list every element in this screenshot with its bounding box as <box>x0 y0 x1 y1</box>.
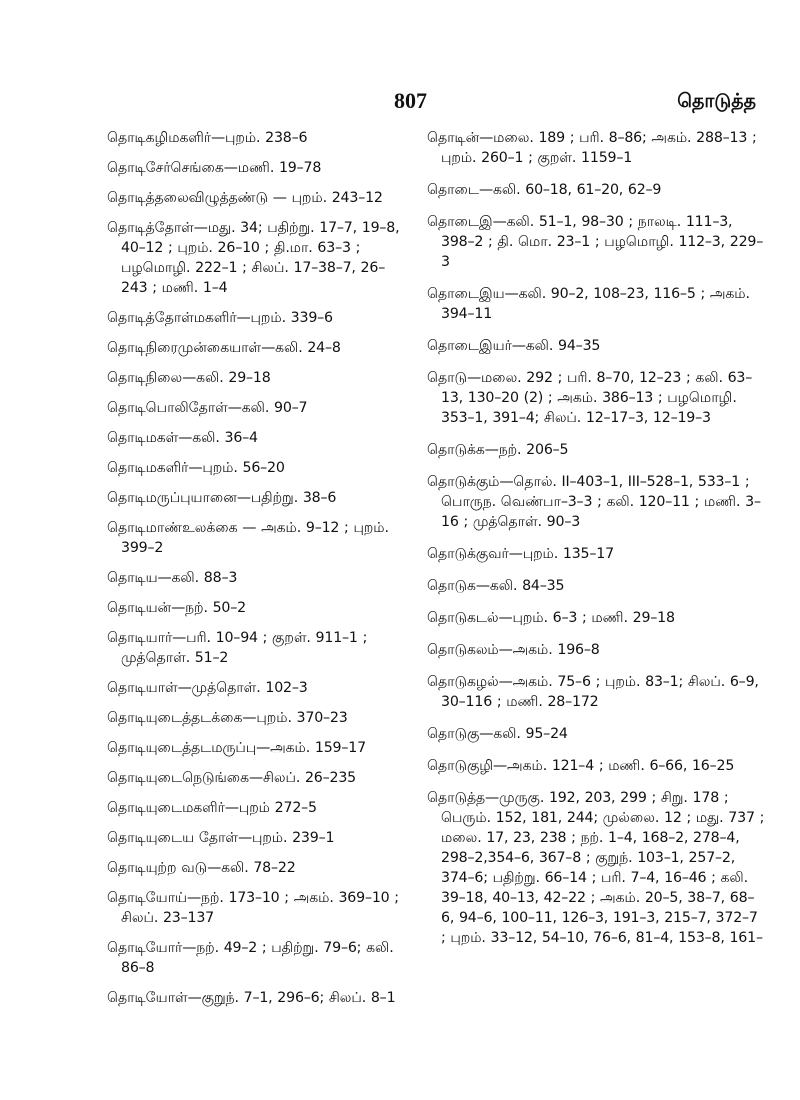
index-entry: தொடிநிரைமுன்கையாள்—கலி. 24–8 <box>107 340 341 356</box>
index-entry: தொடியோள்—குறுந். 7–1, 296–6; சிலப். 8–1 <box>107 990 396 1006</box>
index-entry: தொடிய—கலி. 88–3 <box>107 570 238 586</box>
index-entry: தொடித்தோள்மகளிர்—புறம். 339–6 <box>107 310 333 326</box>
index-entry: தொடுத்த—முருகு. 192, 203, 299 ; சிறு. 178 ; பெரும். 152, 181, 244; முல்லை. 12 ; மது. 737 ; மலை. 17, 23, 238 ; நற். 1–4, 168–2, 278–4, 298–2,354–6, 367–8 ; குறுந். 103–1, 257–2, 374–6; பதிற்று. 66–14 ; பரி. 7–4, 16–46 ; கலி. 39–18, 40–13, 42–22 ; அகம். 20–5, 38–7, 68–6, 94–6, 100–11, 126–3, 191–3, 215–7, 372–7 ; புறம். 33–12, 54–10, 76–6, 81–4, 153–8, 161– <box>427 790 765 946</box>
page-number: 807 <box>394 88 427 113</box>
index-entry: தொடிமாண்உலக்கை — அகம். 9–12 ; புறம். 399–2 <box>107 520 389 556</box>
index-entry: தொடியுடைய தோள்—புறம். 239–1 <box>107 830 335 846</box>
index-entry: தொடுக்க—நற். 206–5 <box>427 442 569 458</box>
index-entry: தொடியுற்ற வடு—கலி. 78–22 <box>107 860 296 876</box>
index-entry: தொடியோர்—நற். 49–2 ; பதிற்று. 79–6; கலி. 86–8 <box>107 940 394 976</box>
running-head: தொடுத்த <box>677 90 756 112</box>
index-entry: தொடுகுழி—அகம். 121–4 ; மணி. 6–66, 16–25 <box>427 758 735 774</box>
index-entry: தொடுக்கும்—தொல். II–403–1, III–528–1, 533–1 ; பொருந. வெண்பா–3–3 ; கலி. 120–11 ; மணி. 3–16 ; முத்தொள். 90–3 <box>427 474 761 530</box>
index-entry: தொடியுடைத்தடமருப்பு—அகம். 159–17 <box>107 740 366 756</box>
index-entry: தொடியன்—நற். 50–2 <box>107 600 246 616</box>
index-entry: தொடைஇ—கலி. 51–1, 98–30 ; நாலடி. 111–3, 398–2 ; தி. மொ. 23–1 ; பழமொழி. 112–3, 229–3 <box>427 214 764 270</box>
index-entry: தொடியாள்—முத்தொள். 102–3 <box>107 680 308 696</box>
index-entry: தொடிசேர்செங்கை—மணி. 19–78 <box>107 160 322 176</box>
index-entry: தொடுக்குவர்—புறம். 135–17 <box>427 546 614 562</box>
index-entry: தொடைஇயர்—கலி. 94–35 <box>427 338 601 354</box>
index-entry: தொடியுடைமகளிர்—புறம் 272–5 <box>107 800 317 816</box>
left-column <box>107 128 407 1018</box>
index-entry: தொடியுடைநெடுங்கை—சிலப். 26–235 <box>107 770 356 786</box>
index-entry: தொடிமருப்புயானை—பதிற்று. 38–6 <box>107 490 337 506</box>
index-entry: தொடிகழிமகளிர்—புறம். 238–6 <box>107 130 308 146</box>
index-entry: தொடுகு—கலி. 95–24 <box>427 726 568 742</box>
index-entry: தொடுகடல்—புறம். 6–3 ; மணி. 29–18 <box>427 610 675 626</box>
index-entry: தொடிமகளிர்—புறம். 56–20 <box>107 460 285 476</box>
index-entry: தொடியோய்—நற். 173–10 ; அகம். 369–10 ; சிலப். 23–137 <box>107 890 399 926</box>
index-entry: தொடின்—மலை. 189 ; பரி. 8–86; அகம். 288–13 ; புறம். 260–1 ; குறள். 1159–1 <box>427 130 757 166</box>
right-column <box>427 128 767 960</box>
index-entry: தொடைஇய—கலி. 90–2, 108–23, 116–5 ; அகம். 394–11 <box>427 286 750 322</box>
index-entry: தொடிபொலிதோள்—கலி. 90–7 <box>107 400 308 416</box>
index-entry: தொடுகலம்—அகம். 196–8 <box>427 642 600 658</box>
index-entry: தொடியுடைத்தடக்கை—புறம். 370–23 <box>107 710 348 726</box>
index-entry: தொடு—மலை. 292 ; பரி. 8–70, 12–23 ; கலி. 63–13, 130–20 (2) ; அகம். 386–13 ; பழமொழி. 353–1, 391–4; சிலப். 12–17–3, 12–19–3 <box>427 370 753 426</box>
index-entry: தொடிநிலை—கலி. 29–18 <box>107 370 271 386</box>
index-entry: தொடுக—கலி. 84–35 <box>427 578 565 594</box>
index-entry: தொடை—கலி. 60–18, 61–20, 62–9 <box>427 182 662 198</box>
index-entry: தொடித்தோள்—மது. 34; பதிற்று. 17–7, 19–8, 40–12 ; புறம். 26–10 ; தி.மா. 63–3 ; பழமொழி. 222–1 ; சிலப். 17–38–7, 26–243 ; மணி. 1–4 <box>107 220 400 296</box>
index-entry: தொடுகழல்—அகம். 75–6 ; புறம். 83–1; சிலப். 6–9, 30–116 ; மணி. 28–172 <box>427 674 759 710</box>
index-entry: தொடியார்—பரி. 10–94 ; குறள். 911–1 ; முத்தொள். 51–2 <box>107 630 368 666</box>
index-entry: தொடிமகள்—கலி. 36–4 <box>107 430 258 446</box>
index-entry: தொடித்தலைவிழுத்தண்டு — புறம். 243–12 <box>107 190 383 206</box>
